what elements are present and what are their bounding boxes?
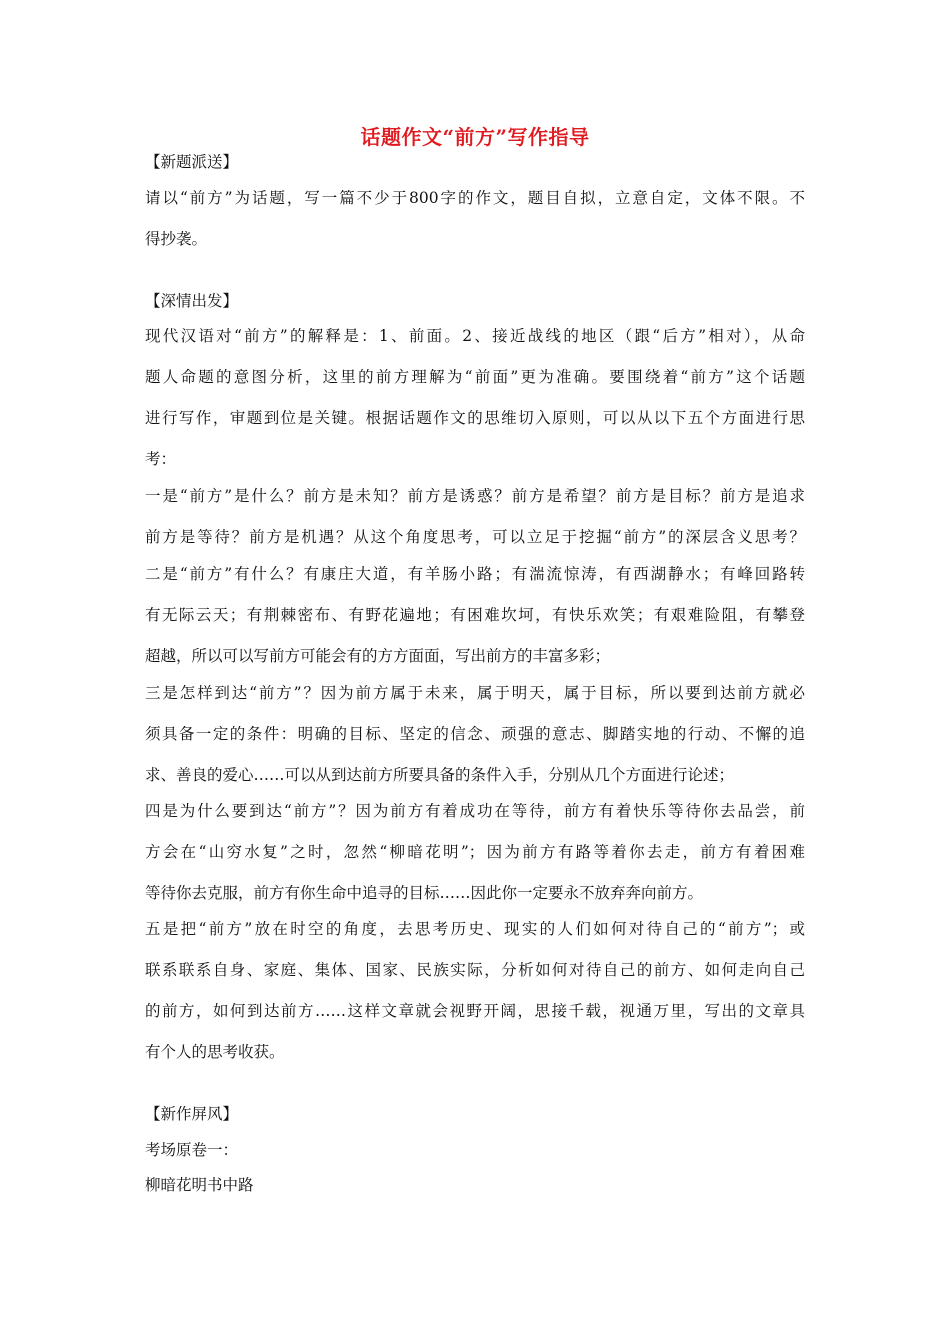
paragraph-line: 请以“前方”为话题，写一篇不少于800字的作文，题目自拟，立意自定，文体不限。不 — [145, 189, 805, 207]
paragraph-line: 考场原卷一： — [145, 1141, 239, 1159]
paragraph-line: 超越，所以可以写前方可能会有的方方面面，写出前方的丰富多彩； — [145, 647, 611, 665]
paragraph-line: 有个人的思考收获。 — [145, 1043, 285, 1061]
paragraph-line: 求、善良的爱心……可以从到达前方所要具备的条件入手，分别从几个方面进行论述； — [145, 766, 735, 784]
paragraph-line: 得抄袭。 — [145, 230, 208, 248]
paragraph-line: 进行写作，审题到位是关键。根据话题作文的思维切入原则，可以从以下五个方面进行思 — [145, 409, 805, 427]
paragraph-line: 须具备一定的条件：明确的目标、坚定的信念、顽强的意志、脚踏实地的行动、不懈的追 — [145, 725, 805, 743]
paragraph-line: 现代汉语对“前方”的解释是：1、前面。2、接近战线的地区（跟“后方”相对），从命 — [145, 327, 805, 345]
paragraph-line: 四是为什么要到达“前方”？因为前方有着成功在等待，前方有着快乐等待你去品尝，前 — [145, 802, 805, 820]
essay-title: 柳暗花明书中路 — [145, 1176, 254, 1194]
paragraph-line: 二是“前方”有什么？有康庄大道，有羊肠小路；有湍流惊涛，有西湖静水；有峰回路转 — [145, 565, 805, 583]
paragraph-line: 五是把“前方”放在时空的角度，去思考历史、现实的人们如何对待自己的“前方”；或 — [145, 920, 805, 938]
paragraph-line: 考： — [145, 450, 177, 468]
paragraph-line: 一是“前方”是什么？前方是未知？前方是诱惑？前方是希望？前方是目标？前方是追求 — [145, 487, 805, 505]
section-heading-new-topic: 【新题派送】 — [145, 153, 239, 171]
paragraph-line: 题人命题的意图分析，这里的前方理解为“前面”更为准确。要围绕着“前方”这个话题 — [145, 368, 805, 386]
section-heading-analysis: 【深情出发】 — [145, 292, 239, 310]
paragraph-line: 前方是等待？前方是机遇？从这个角度思考，可以立足于挖掘“前方”的深层含义思考？ — [145, 528, 805, 546]
paragraph-line: 有无际云天；有荆棘密布、有野花遍地；有困难坎坷，有快乐欢笑；有艰难险阻，有攀登 — [145, 606, 805, 624]
document-title: 话题作文“前方”写作指导 — [360, 125, 590, 149]
paragraph-line: 的前方，如何到达前方……这样文章就会视野开阔，思接千载，视通万里，写出的文章具 — [145, 1002, 805, 1020]
paragraph-line: 三是怎样到达“前方”？因为前方属于未来，属于明天，属于目标，所以要到达前方就必 — [145, 684, 805, 702]
paragraph-line: 方会在“山穷水复”之时，忽然“柳暗花明”；因为前方有路等着你去走，前方有着困难 — [145, 843, 805, 861]
paragraph-line: 联系联系自身、家庭、集体、国家、民族实际，分析如何对待自己的前方、如何走向自己 — [145, 961, 805, 979]
paragraph-line: 等待你去克服，前方有你生命中追寻的目标……因此你一定要永不放弃奔向前方。 — [145, 884, 704, 902]
section-heading-sample-essays: 【新作屏风】 — [145, 1105, 239, 1123]
